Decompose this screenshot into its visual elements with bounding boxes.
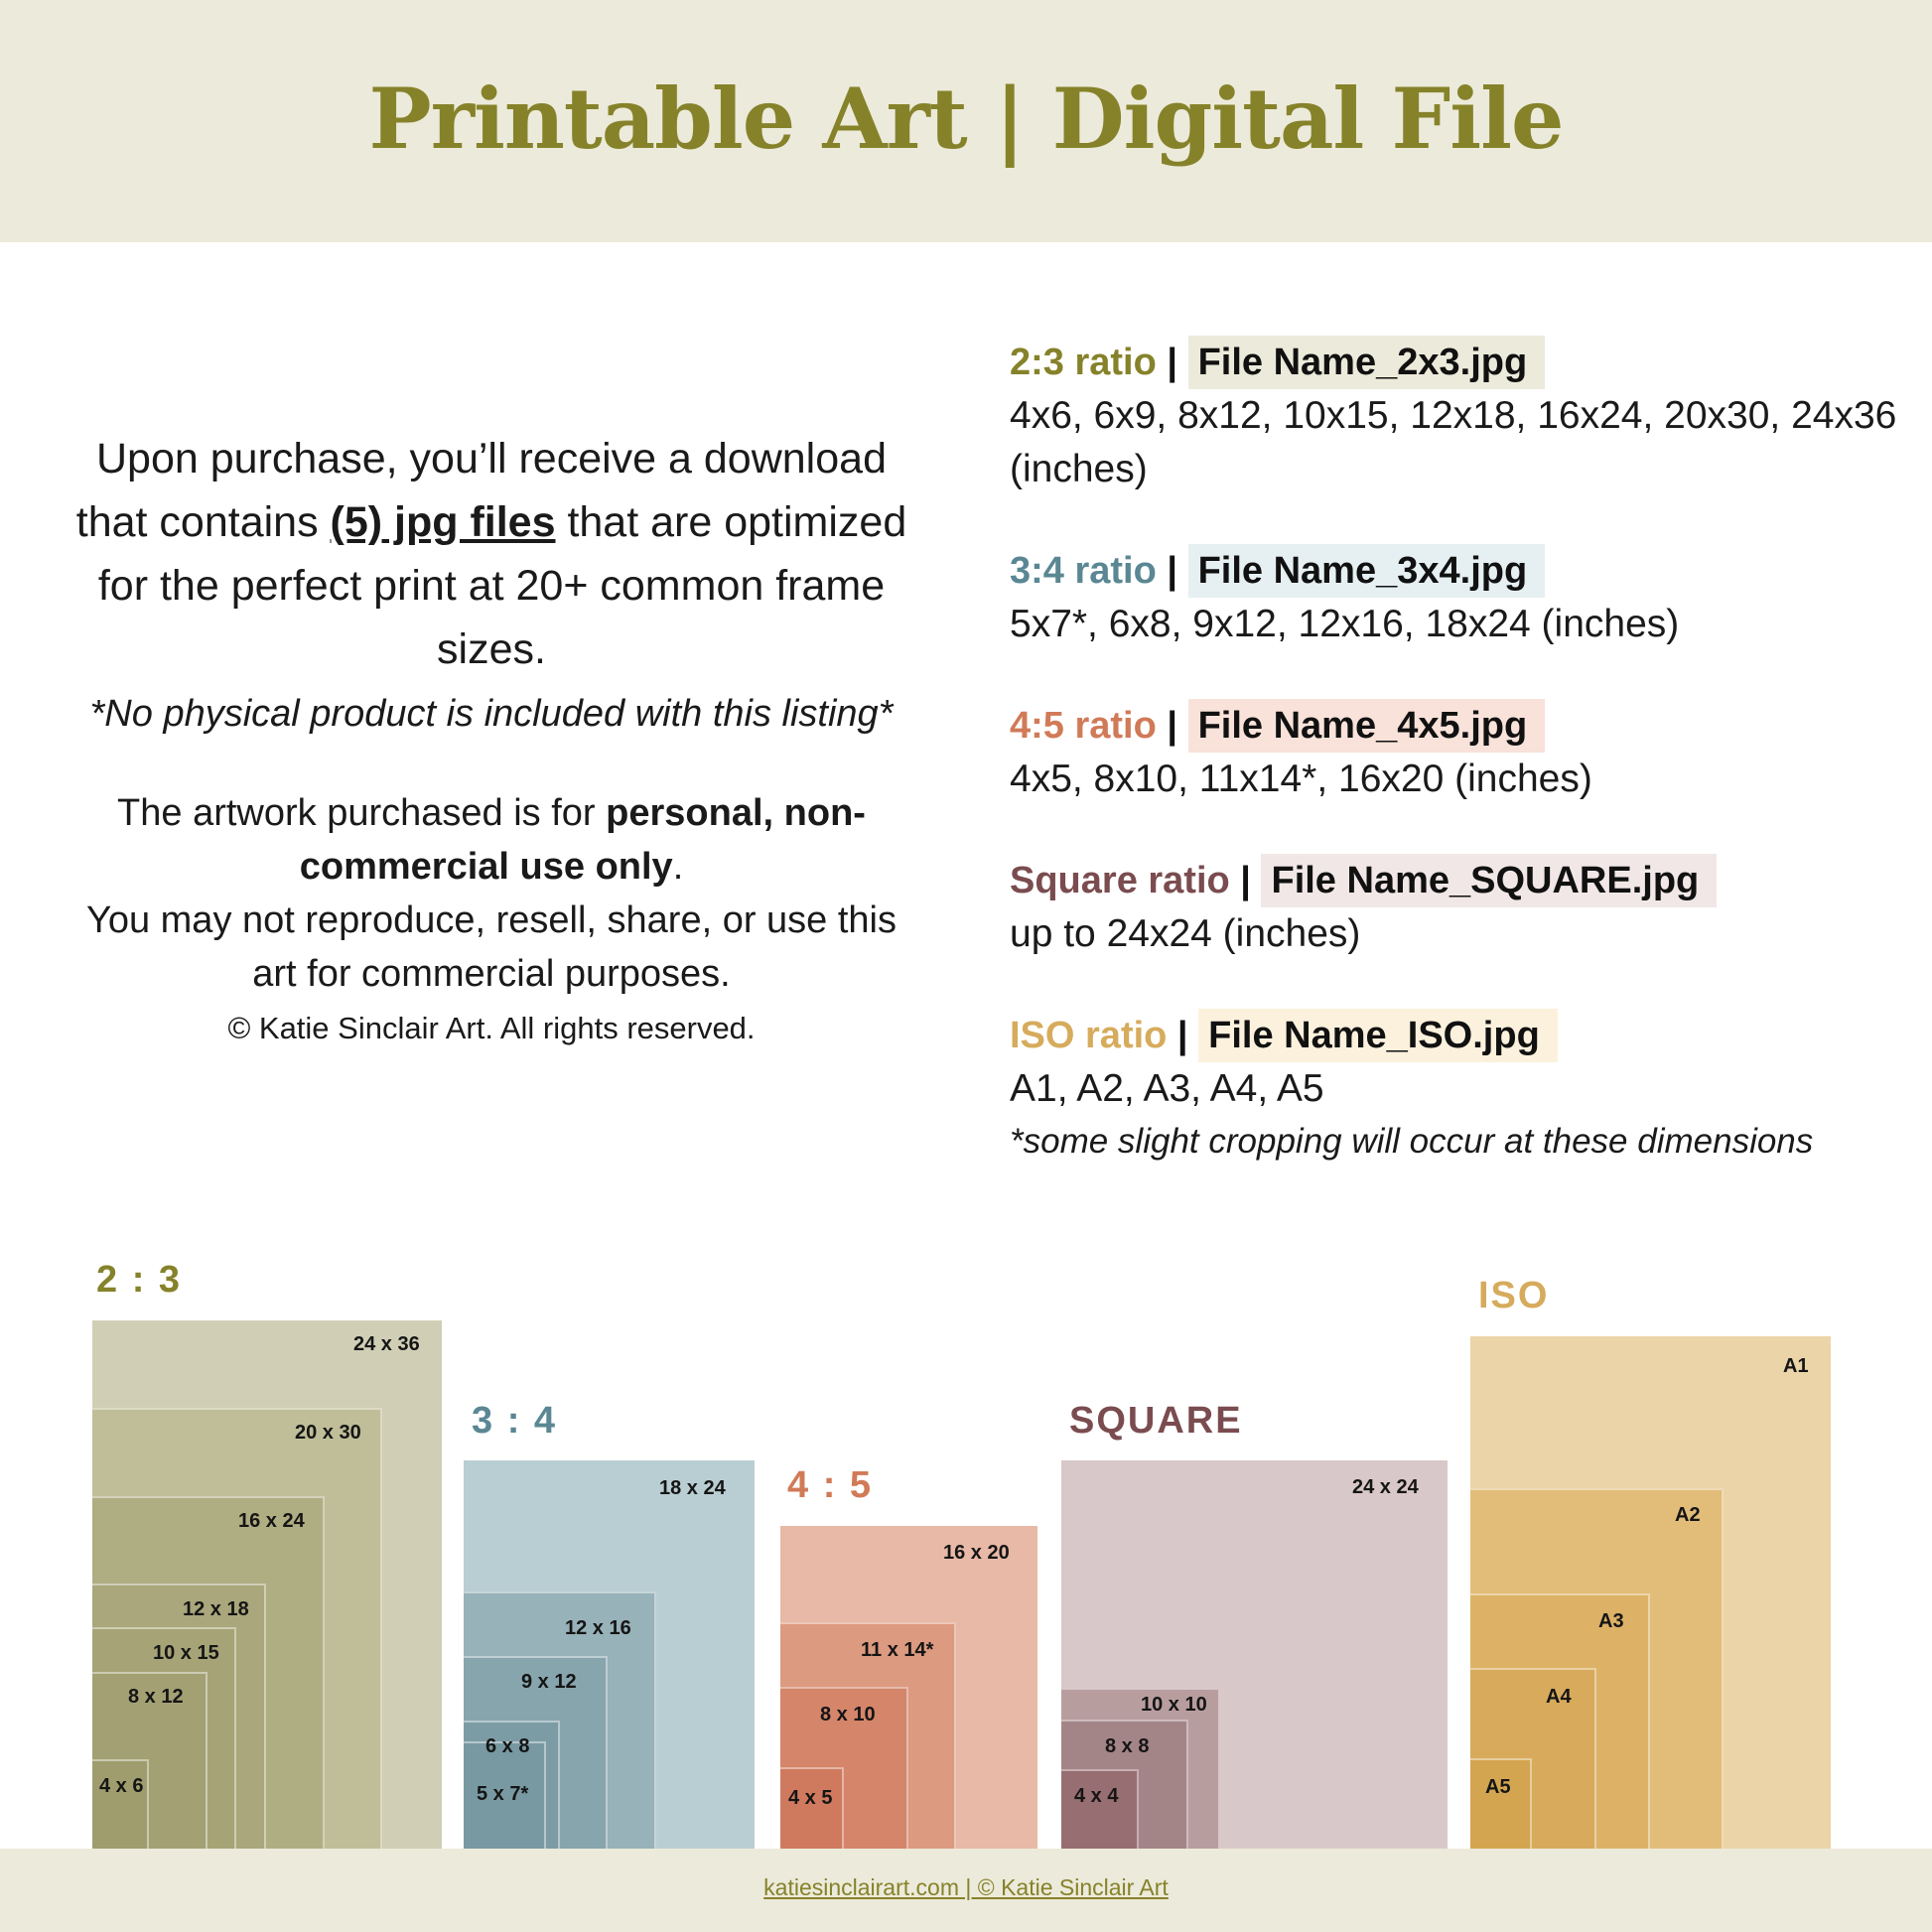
size-label: 10 x 15 [153,1642,219,1664]
ratio-list [1010,336,1903,1162]
ratio-heading [1010,699,1903,753]
size-label: 5 x 7* [477,1783,529,1805]
size-label: 8 x 12 [128,1686,184,1708]
copyright-text: © Katie Sinclair Art. All rights reserved. [227,1011,756,1045]
intro-text-end: that are optimized for the perfect print at 20+ common frame sizes. [97,498,907,673]
size-label: 12 x 18 [183,1598,249,1620]
size-label: 24 x 24 [1352,1476,1419,1498]
size-rect [1061,1769,1139,1849]
size-label: 4 x 5 [788,1787,833,1809]
group-label: 3 : 4 [472,1400,558,1442]
ratio-heading [1010,1009,1903,1062]
separator: | [1156,705,1188,747]
footer-link[interactable]: katiesinclairart.com | © Katie Sinclair Art [763,1874,1169,1900]
file-name: File Name_SQUARE.jpg [1261,854,1717,907]
footer-band [0,1849,1932,1932]
ratio-sizes: up to 24x24 (inches) [1010,912,1361,955]
usage-paragraph [60,786,923,1001]
no-physical-note: *No physical product is included with this listing* [89,693,894,735]
file-name: File Name_3x4.jpg [1188,544,1546,598]
separator: | [1167,1015,1199,1056]
usage-text-start: The artwork purchased is for [117,792,607,834]
size-label: A3 [1598,1610,1624,1632]
ratio-heading [1010,336,1903,389]
files-highlight: (5) jpg files [330,498,556,546]
restriction-text: You may not reproduce, resell, share, or use this art for commercial purposes. [85,899,897,995]
ratio-sizes: 4x6, 6x9, 8x12, 10x15, 12x18, 16x24, 20x30, 24x36 (inches) [1010,394,1897,490]
separator: | [1229,860,1262,901]
size-label: 24 x 36 [353,1333,420,1355]
size-label: 10 x 10 [1141,1694,1207,1716]
ratio-block-2x3 [1010,336,1903,496]
usage-bold: personal, non-commercial use only [299,792,866,888]
header-band [0,0,1932,242]
size-label: 8 x 8 [1105,1735,1150,1757]
ratio-label: 2:3 ratio [1010,342,1157,383]
ratio-block-4x5 [1010,699,1903,806]
file-name: File Name_ISO.jpg [1198,1009,1558,1062]
ratio-label: Square ratio [1010,860,1230,901]
separator: | [1156,342,1188,383]
size-rect [1470,1758,1532,1849]
size-label: 9 x 12 [521,1671,577,1693]
intro-section [60,427,923,1052]
ratio-sizes: 4x5, 8x10, 11x14*, 16x20 (inches) [1010,758,1592,800]
size-rect [92,1759,149,1849]
size-label: 16 x 24 [238,1510,305,1532]
size-label: 8 x 10 [820,1704,876,1725]
ratio-label: 4:5 ratio [1010,705,1157,747]
ratio-heading [1010,544,1903,598]
ratio-label: 3:4 ratio [1010,550,1157,592]
intro-text-start: Upon purchase, you’ll receive a download that contains [75,435,887,546]
size-label: A1 [1783,1355,1809,1377]
group-label: 4 : 5 [787,1464,874,1506]
size-label: 12 x 16 [565,1617,631,1639]
size-label: 16 x 20 [943,1542,1010,1564]
ratio-block-square [1010,854,1903,961]
separator: | [1156,550,1188,592]
group-label: SQUARE [1069,1400,1243,1442]
ratio-sizes: A1, A2, A3, A4, A5 [1010,1067,1324,1110]
page-title: Printable Art | Digital File [368,69,1564,168]
ratio-block-iso [1010,1009,1903,1116]
size-label: 6 x 8 [485,1735,530,1757]
crop-note: *some slight cropping will occur at these dimensions [1010,1122,1814,1161]
group-label: 2 : 3 [96,1259,183,1301]
size-label: 18 x 24 [659,1477,726,1499]
group-label: ISO [1478,1275,1550,1316]
size-label: A2 [1675,1504,1701,1526]
usage-text-end: . [672,846,684,888]
size-label: A5 [1485,1776,1511,1798]
ratio-sizes: 5x7*, 6x8, 9x12, 12x16, 18x24 (inches) [1010,603,1680,645]
ratio-label: ISO ratio [1010,1015,1168,1056]
size-label: A4 [1546,1686,1572,1708]
size-label: 11 x 14* [861,1639,934,1661]
size-label: 4 x 4 [1074,1785,1119,1807]
ratio-heading [1010,854,1903,907]
file-name: File Name_2x3.jpg [1188,336,1546,389]
file-name: File Name_4x5.jpg [1188,699,1546,753]
ratio-block-3x4 [1010,544,1903,651]
size-label: 20 x 30 [295,1422,361,1444]
intro-paragraph [60,427,923,681]
size-label: 4 x 6 [99,1775,144,1797]
